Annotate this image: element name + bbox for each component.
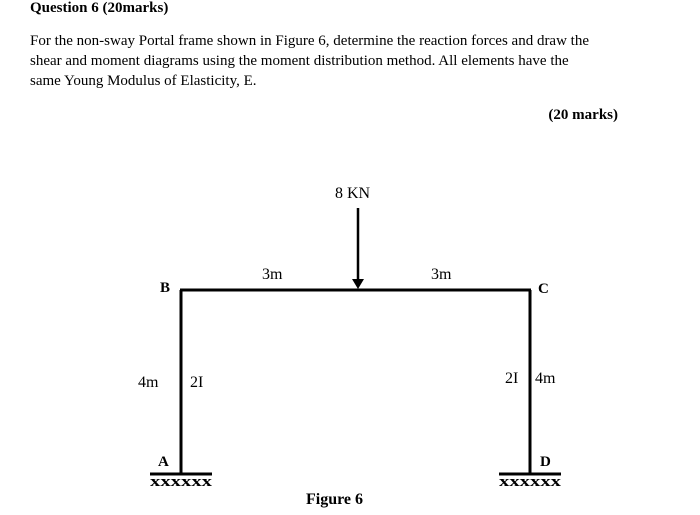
question-title: Question 6 (20marks) bbox=[30, 0, 169, 16]
node-d-label: D bbox=[540, 454, 551, 470]
left-span-label: 3m bbox=[262, 266, 283, 283]
right-inertia-label: 2I bbox=[505, 370, 519, 387]
right-span-label: 3m bbox=[431, 266, 452, 283]
support-a-hatch: xxxxxx bbox=[150, 474, 213, 490]
node-a-label: A bbox=[158, 454, 169, 470]
left-height-label: 4m bbox=[138, 374, 159, 391]
figure-caption: Figure 6 bbox=[306, 491, 364, 508]
question-body-line-1: For the non-sway Portal frame shown in Figure 6, determine the reaction forces and draw the bbox=[30, 33, 589, 49]
question-body-line-3: same Young Modulus of Elasticity, E. bbox=[30, 73, 257, 89]
support-d-hatch: xxxxxx bbox=[499, 474, 562, 490]
load-arrow-head bbox=[352, 279, 364, 289]
node-c-label: C bbox=[538, 281, 549, 297]
right-height-label: 4m bbox=[535, 370, 556, 387]
marks-label: (20 marks) bbox=[548, 107, 618, 123]
load-label: 8 KN bbox=[335, 185, 371, 202]
node-b-label: B bbox=[160, 280, 171, 296]
question-body-line-2: shear and moment diagrams using the moment distribution method. All elements have the bbox=[30, 53, 569, 69]
left-inertia-label: 2I bbox=[190, 374, 204, 391]
